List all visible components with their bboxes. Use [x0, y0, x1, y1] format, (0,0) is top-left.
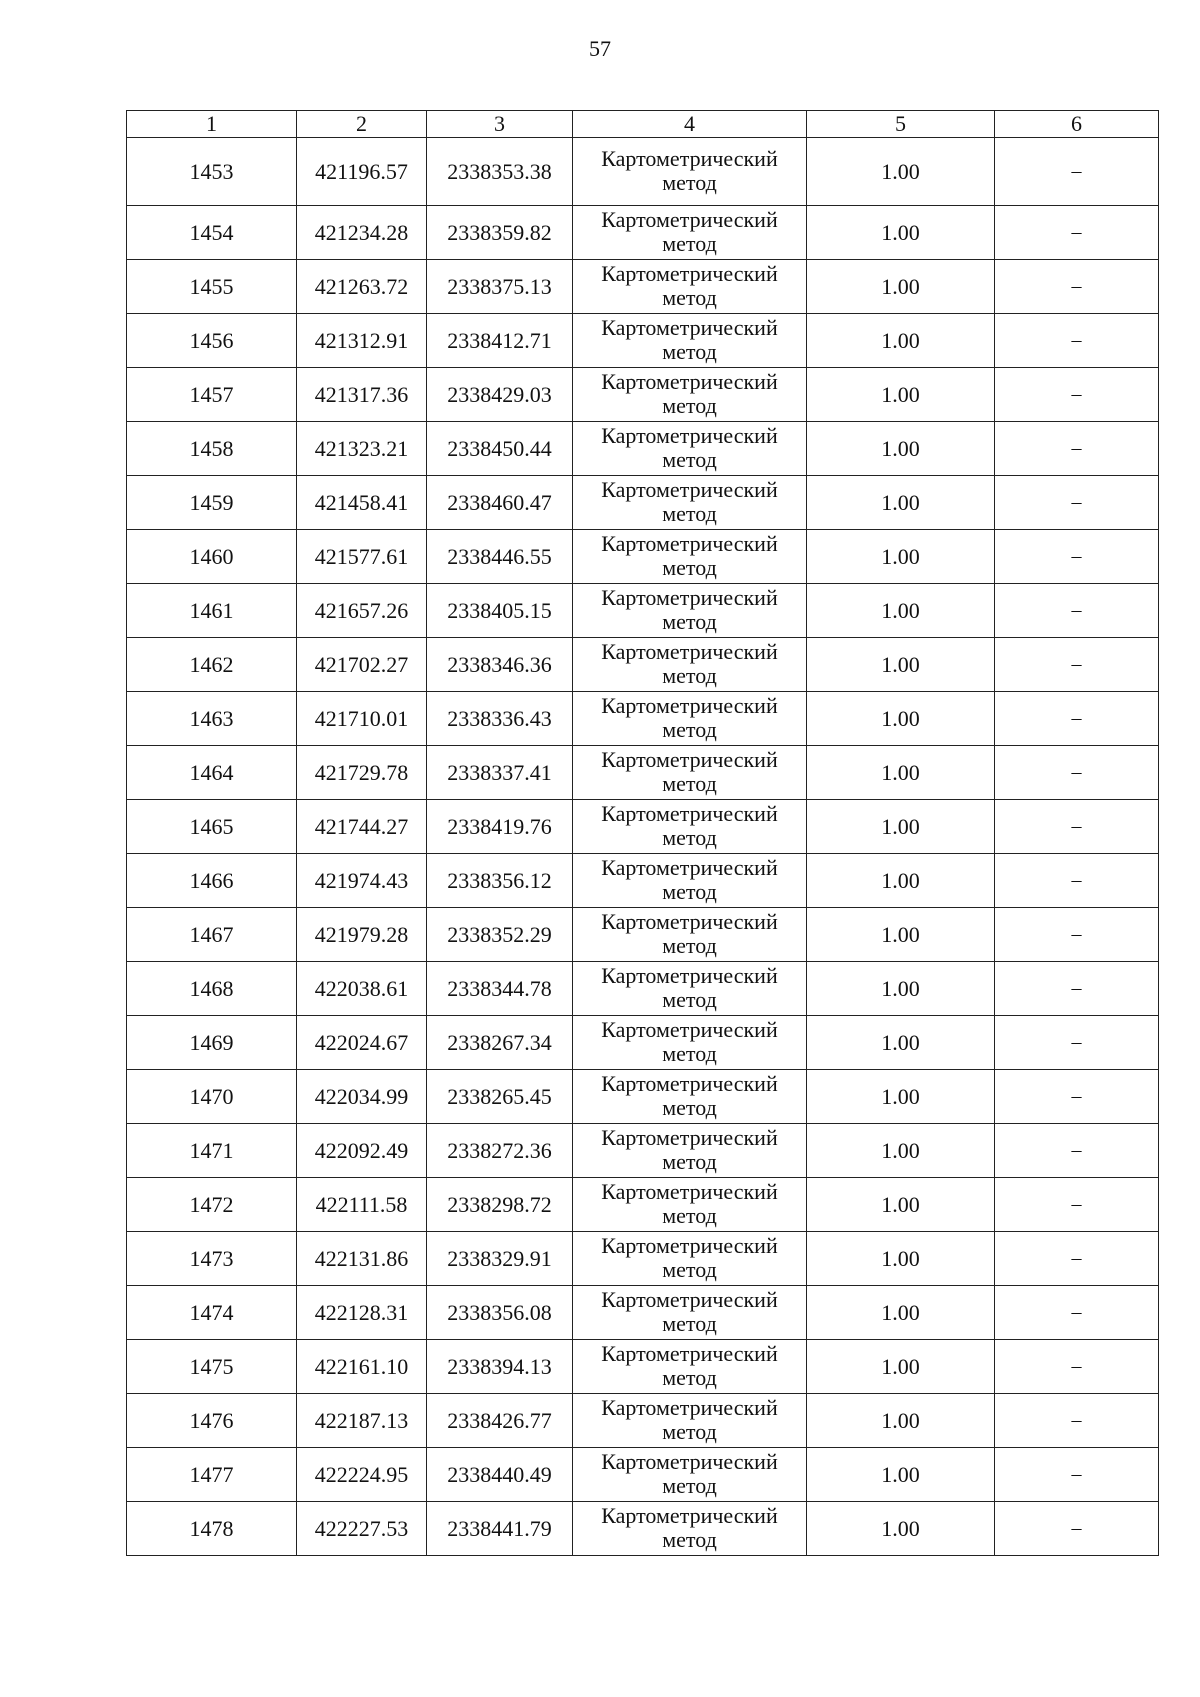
- table-row: [127, 476, 1159, 530]
- accuracy-cell: 1.00: [807, 1394, 995, 1448]
- method-cell: [573, 1448, 807, 1502]
- x-coordinate-cell: 422131.86: [297, 1232, 427, 1286]
- x-coordinate-cell: 421234.28: [297, 206, 427, 260]
- note-cell: –: [995, 1286, 1159, 1340]
- method-text: Картометрический метод: [601, 207, 778, 256]
- accuracy-cell: 1.00: [807, 638, 995, 692]
- point-number-cell: 1455: [127, 260, 297, 314]
- accuracy-cell: 1.00: [807, 368, 995, 422]
- method-text: Картометрический метод: [601, 531, 778, 580]
- note-cell: –: [995, 800, 1159, 854]
- y-coordinate-cell: 2338356.08: [427, 1286, 573, 1340]
- y-coordinate-cell: 2338394.13: [427, 1340, 573, 1394]
- x-coordinate-cell: 421458.41: [297, 476, 427, 530]
- x-coordinate-cell: 421702.27: [297, 638, 427, 692]
- x-coordinate-cell: 421577.61: [297, 530, 427, 584]
- x-coordinate-cell: 421710.01: [297, 692, 427, 746]
- x-coordinate-cell: 422034.99: [297, 1070, 427, 1124]
- x-coordinate-cell: 422187.13: [297, 1394, 427, 1448]
- table-row: [127, 530, 1159, 584]
- accuracy-cell: 1.00: [807, 1448, 995, 1502]
- accuracy-cell: 1.00: [807, 1070, 995, 1124]
- point-number-cell: 1474: [127, 1286, 297, 1340]
- method-cell: [573, 1232, 807, 1286]
- header-cell: 5: [807, 111, 995, 138]
- table-row: [127, 206, 1159, 260]
- method-text: Картометрический метод: [601, 1341, 778, 1390]
- note-cell: –: [995, 908, 1159, 962]
- x-coordinate-cell: 421317.36: [297, 368, 427, 422]
- x-coordinate-cell: 422092.49: [297, 1124, 427, 1178]
- y-coordinate-cell: 2338336.43: [427, 692, 573, 746]
- y-coordinate-cell: 2338440.49: [427, 1448, 573, 1502]
- point-number-cell: 1456: [127, 314, 297, 368]
- method-cell: [573, 746, 807, 800]
- note-cell: –: [995, 314, 1159, 368]
- method-text: Картометрический метод: [601, 261, 778, 310]
- y-coordinate-cell: 2338375.13: [427, 260, 573, 314]
- y-coordinate-cell: 2338356.12: [427, 854, 573, 908]
- method-text: Картометрический метод: [601, 963, 778, 1012]
- point-number-cell: 1453: [127, 138, 297, 206]
- table-row: [127, 138, 1159, 206]
- y-coordinate-cell: 2338426.77: [427, 1394, 573, 1448]
- y-coordinate-cell: 2338446.55: [427, 530, 573, 584]
- note-cell: –: [995, 1124, 1159, 1178]
- y-coordinate-cell: 2338450.44: [427, 422, 573, 476]
- point-number-cell: 1466: [127, 854, 297, 908]
- method-cell: [573, 962, 807, 1016]
- point-number-cell: 1475: [127, 1340, 297, 1394]
- table-row: [127, 1394, 1159, 1448]
- note-cell: –: [995, 854, 1159, 908]
- point-number-cell: 1462: [127, 638, 297, 692]
- method-cell: [573, 260, 807, 314]
- table-row: [127, 368, 1159, 422]
- method-text: Картометрический метод: [601, 369, 778, 418]
- point-number-cell: 1461: [127, 584, 297, 638]
- table-row: [127, 638, 1159, 692]
- note-cell: –: [995, 962, 1159, 1016]
- table-row: [127, 692, 1159, 746]
- point-number-cell: 1471: [127, 1124, 297, 1178]
- method-cell: [573, 1502, 807, 1556]
- table-row: [127, 1178, 1159, 1232]
- point-number-cell: 1476: [127, 1394, 297, 1448]
- method-text: Картометрический метод: [601, 1233, 778, 1282]
- y-coordinate-cell: 2338267.34: [427, 1016, 573, 1070]
- x-coordinate-cell: 421657.26: [297, 584, 427, 638]
- x-coordinate-cell: 421744.27: [297, 800, 427, 854]
- method-cell: [573, 1016, 807, 1070]
- y-coordinate-cell: 2338353.38: [427, 138, 573, 206]
- table-row: [127, 1286, 1159, 1340]
- method-text: Картометрический метод: [601, 909, 778, 958]
- method-cell: [573, 368, 807, 422]
- table-row: [127, 1124, 1159, 1178]
- table-row: [127, 1016, 1159, 1070]
- point-number-cell: 1454: [127, 206, 297, 260]
- point-number-cell: 1468: [127, 962, 297, 1016]
- y-coordinate-cell: 2338352.29: [427, 908, 573, 962]
- table-row: [127, 260, 1159, 314]
- method-text: Картометрический метод: [601, 1503, 778, 1552]
- method-text: Картометрический метод: [601, 1071, 778, 1120]
- method-text: Картометрический метод: [601, 1395, 778, 1444]
- point-number-cell: 1458: [127, 422, 297, 476]
- table-row: [127, 1502, 1159, 1556]
- header-cell: 1: [127, 111, 297, 138]
- header-cell: 4: [573, 111, 807, 138]
- x-coordinate-cell: 421979.28: [297, 908, 427, 962]
- y-coordinate-cell: 2338298.72: [427, 1178, 573, 1232]
- x-coordinate-cell: 421323.21: [297, 422, 427, 476]
- method-cell: [573, 530, 807, 584]
- method-cell: [573, 314, 807, 368]
- coordinates-table: [126, 110, 1159, 1556]
- note-cell: –: [995, 260, 1159, 314]
- accuracy-cell: 1.00: [807, 314, 995, 368]
- method-text: Картометрический метод: [601, 146, 778, 195]
- y-coordinate-cell: 2338429.03: [427, 368, 573, 422]
- accuracy-cell: 1.00: [807, 1286, 995, 1340]
- y-coordinate-cell: 2338265.45: [427, 1070, 573, 1124]
- note-cell: –: [995, 638, 1159, 692]
- method-text: Картометрический метод: [601, 747, 778, 796]
- x-coordinate-cell: 422227.53: [297, 1502, 427, 1556]
- method-cell: [573, 138, 807, 206]
- x-coordinate-cell: 422161.10: [297, 1340, 427, 1394]
- point-number-cell: 1473: [127, 1232, 297, 1286]
- y-coordinate-cell: 2338412.71: [427, 314, 573, 368]
- table-row: [127, 1232, 1159, 1286]
- table-row: [127, 854, 1159, 908]
- method-text: Картометрический метод: [601, 1179, 778, 1228]
- y-coordinate-cell: 2338441.79: [427, 1502, 573, 1556]
- y-coordinate-cell: 2338460.47: [427, 476, 573, 530]
- method-cell: [573, 854, 807, 908]
- note-cell: –: [995, 1448, 1159, 1502]
- method-cell: [573, 1394, 807, 1448]
- accuracy-cell: 1.00: [807, 206, 995, 260]
- note-cell: –: [995, 1178, 1159, 1232]
- point-number-cell: 1469: [127, 1016, 297, 1070]
- accuracy-cell: 1.00: [807, 800, 995, 854]
- point-number-cell: 1478: [127, 1502, 297, 1556]
- method-text: Картометрический метод: [601, 1287, 778, 1336]
- method-cell: [573, 206, 807, 260]
- point-number-cell: 1464: [127, 746, 297, 800]
- table-row: [127, 800, 1159, 854]
- method-text: Картометрический метод: [601, 585, 778, 634]
- table-row: [127, 1070, 1159, 1124]
- accuracy-cell: 1.00: [807, 476, 995, 530]
- y-coordinate-cell: 2338337.41: [427, 746, 573, 800]
- accuracy-cell: 1.00: [807, 962, 995, 1016]
- method-text: Картометрический метод: [601, 639, 778, 688]
- point-number-cell: 1457: [127, 368, 297, 422]
- y-coordinate-cell: 2338419.76: [427, 800, 573, 854]
- note-cell: –: [995, 368, 1159, 422]
- note-cell: –: [995, 138, 1159, 206]
- accuracy-cell: 1.00: [807, 1016, 995, 1070]
- method-text: Картометрический метод: [601, 855, 778, 904]
- x-coordinate-cell: 422224.95: [297, 1448, 427, 1502]
- y-coordinate-cell: 2338346.36: [427, 638, 573, 692]
- method-text: Картометрический метод: [601, 423, 778, 472]
- accuracy-cell: 1.00: [807, 530, 995, 584]
- method-text: Картометрический метод: [601, 315, 778, 364]
- point-number-cell: 1467: [127, 908, 297, 962]
- x-coordinate-cell: 422038.61: [297, 962, 427, 1016]
- y-coordinate-cell: 2338272.36: [427, 1124, 573, 1178]
- y-coordinate-cell: 2338344.78: [427, 962, 573, 1016]
- header-cell: 2: [297, 111, 427, 138]
- header-cell: 6: [995, 111, 1159, 138]
- method-text: Картометрический метод: [601, 477, 778, 526]
- x-coordinate-cell: 421974.43: [297, 854, 427, 908]
- note-cell: –: [995, 1016, 1159, 1070]
- note-cell: –: [995, 1502, 1159, 1556]
- method-text: Картометрический метод: [601, 1125, 778, 1174]
- method-text: Картометрический метод: [601, 801, 778, 850]
- accuracy-cell: 1.00: [807, 584, 995, 638]
- x-coordinate-cell: 421196.57: [297, 138, 427, 206]
- method-text: Картометрический метод: [601, 693, 778, 742]
- point-number-cell: 1459: [127, 476, 297, 530]
- note-cell: –: [995, 476, 1159, 530]
- table-body: [127, 138, 1159, 1556]
- accuracy-cell: 1.00: [807, 692, 995, 746]
- table-row: [127, 422, 1159, 476]
- point-number-cell: 1477: [127, 1448, 297, 1502]
- note-cell: –: [995, 206, 1159, 260]
- accuracy-cell: 1.00: [807, 260, 995, 314]
- table-row: [127, 584, 1159, 638]
- method-text: Картометрический метод: [601, 1017, 778, 1066]
- method-cell: [573, 638, 807, 692]
- table-row: [127, 962, 1159, 1016]
- method-cell: [573, 1124, 807, 1178]
- point-number-cell: 1463: [127, 692, 297, 746]
- header-row: [127, 111, 1159, 138]
- x-coordinate-cell: 421263.72: [297, 260, 427, 314]
- accuracy-cell: 1.00: [807, 1340, 995, 1394]
- note-cell: –: [995, 692, 1159, 746]
- note-cell: –: [995, 1070, 1159, 1124]
- point-number-cell: 1460: [127, 530, 297, 584]
- method-cell: [573, 422, 807, 476]
- x-coordinate-cell: 422111.58: [297, 1178, 427, 1232]
- accuracy-cell: 1.00: [807, 1124, 995, 1178]
- accuracy-cell: 1.00: [807, 746, 995, 800]
- page-number: 57: [589, 36, 611, 61]
- y-coordinate-cell: 2338359.82: [427, 206, 573, 260]
- accuracy-cell: 1.00: [807, 854, 995, 908]
- x-coordinate-cell: 421312.91: [297, 314, 427, 368]
- accuracy-cell: 1.00: [807, 1178, 995, 1232]
- method-text: Картометрический метод: [601, 1449, 778, 1498]
- method-cell: [573, 908, 807, 962]
- note-cell: –: [995, 746, 1159, 800]
- x-coordinate-cell: 422024.67: [297, 1016, 427, 1070]
- method-cell: [573, 1286, 807, 1340]
- x-coordinate-cell: 422128.31: [297, 1286, 427, 1340]
- note-cell: –: [995, 1394, 1159, 1448]
- table-row: [127, 1340, 1159, 1394]
- note-cell: –: [995, 584, 1159, 638]
- y-coordinate-cell: 2338329.91: [427, 1232, 573, 1286]
- x-coordinate-cell: 421729.78: [297, 746, 427, 800]
- note-cell: –: [995, 1232, 1159, 1286]
- method-cell: [573, 800, 807, 854]
- table-row: [127, 746, 1159, 800]
- accuracy-cell: 1.00: [807, 138, 995, 206]
- point-number-cell: 1472: [127, 1178, 297, 1232]
- accuracy-cell: 1.00: [807, 422, 995, 476]
- table-row: [127, 1448, 1159, 1502]
- note-cell: –: [995, 422, 1159, 476]
- method-cell: [573, 1178, 807, 1232]
- accuracy-cell: 1.00: [807, 1232, 995, 1286]
- method-cell: [573, 1340, 807, 1394]
- header-cell: 3: [427, 111, 573, 138]
- table-row: [127, 314, 1159, 368]
- method-cell: [573, 584, 807, 638]
- y-coordinate-cell: 2338405.15: [427, 584, 573, 638]
- note-cell: –: [995, 1340, 1159, 1394]
- note-cell: –: [995, 530, 1159, 584]
- accuracy-cell: 1.00: [807, 1502, 995, 1556]
- accuracy-cell: 1.00: [807, 908, 995, 962]
- method-cell: [573, 1070, 807, 1124]
- method-cell: [573, 692, 807, 746]
- method-cell: [573, 476, 807, 530]
- point-number-cell: 1470: [127, 1070, 297, 1124]
- point-number-cell: 1465: [127, 800, 297, 854]
- table-row: [127, 908, 1159, 962]
